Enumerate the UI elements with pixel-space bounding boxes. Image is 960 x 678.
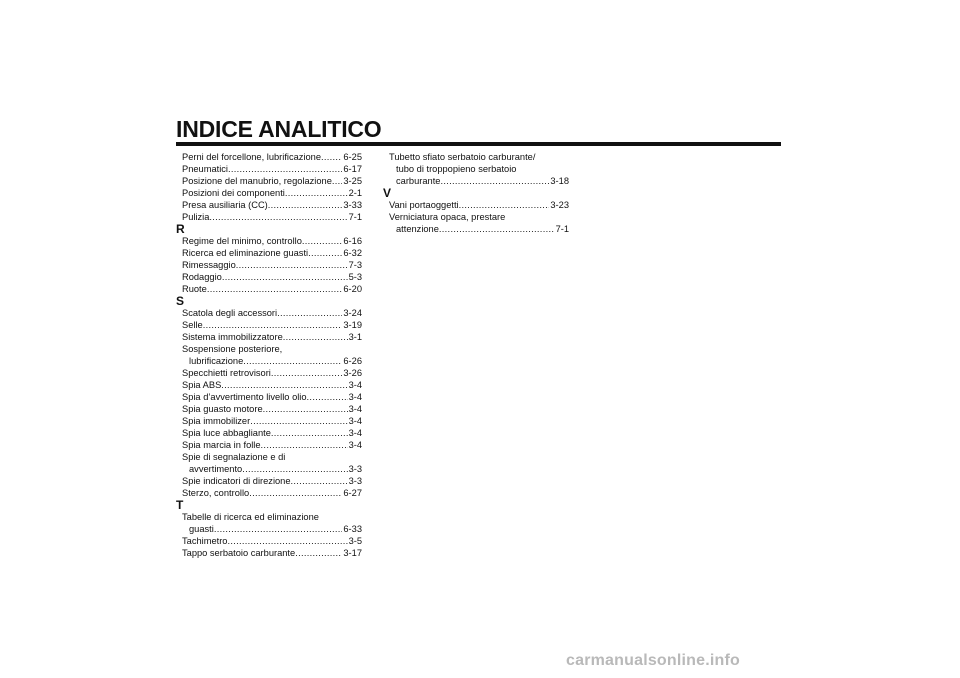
index-entry (176, 427, 362, 439)
index-entry (176, 391, 362, 403)
index-entry-page: 3-5 (348, 536, 362, 546)
index-entry-text: Sospensione posteriore, (182, 344, 283, 354)
dot-leader (307, 391, 348, 403)
index-entry-page: 3-24 (343, 308, 362, 318)
index-column-left (176, 151, 362, 559)
index-entry-text: Posizioni dei componenti (182, 188, 285, 198)
dot-leader (271, 367, 343, 379)
index-entry-text: Spia d’avvertimento livello olio (182, 392, 307, 402)
index-entry-text: Perni del forcellone, lubrificazione (182, 152, 322, 162)
index-entry-text: Pulizia (182, 212, 210, 222)
index-entry (176, 307, 362, 319)
index-entry-page: 3-33 (343, 200, 362, 210)
index-entry-text: tubo di troppopieno serbatoio (396, 164, 517, 174)
index-entry-text: Spie indicatori di direzione (182, 476, 291, 486)
dot-leader (285, 187, 348, 199)
dot-leader (242, 463, 347, 475)
index-entry-page: 6-17 (343, 164, 362, 174)
dot-leader (250, 415, 347, 427)
index-entry-text: Spia marcia in folle (182, 440, 261, 450)
index-entry-text: Pneumatici (182, 164, 228, 174)
index-entry-page: 6-25 (343, 152, 362, 162)
index-entry (176, 343, 362, 367)
index-entry (176, 475, 362, 487)
page-title: INDICE ANALITICO (176, 116, 382, 142)
index-entry (383, 199, 569, 211)
index-entry-text: Ruote (182, 284, 207, 294)
index-entry-text: Spia immobilizer (182, 416, 251, 426)
index-entry-page: 3-4 (348, 428, 362, 438)
dot-leader (209, 211, 347, 223)
index-entry (176, 187, 362, 199)
index-entry-text: avvertimento (189, 464, 243, 474)
dot-leader (440, 175, 549, 187)
index-entry-page: 7-3 (348, 260, 362, 270)
index-entry-text: Tappo serbatoio carburante (182, 548, 296, 558)
dot-leader (222, 271, 348, 283)
dot-leader (291, 475, 348, 487)
index-entry (383, 211, 569, 235)
index-entry-text: Rodaggio (182, 272, 222, 282)
index-entry-page: 6-33 (343, 524, 362, 534)
index-entry (176, 379, 362, 391)
dot-leader (263, 403, 348, 415)
title-rule (176, 142, 781, 146)
dot-leader (236, 259, 348, 271)
dot-leader (308, 247, 342, 259)
index-entry-text: Selle (182, 320, 203, 330)
index-entry (176, 415, 362, 427)
dot-leader (207, 283, 343, 295)
index-entry-page: 6-27 (343, 488, 362, 498)
index-entry-page: 3-4 (348, 380, 362, 390)
index-entry-page: 3-4 (348, 440, 362, 450)
index-entry-text: Tabelle di ricerca ed eliminazione (182, 512, 319, 522)
index-entry-page: 3-3 (348, 464, 362, 474)
index-entry (176, 331, 362, 343)
index-entry-page: 2-1 (348, 188, 362, 198)
index-entry (176, 403, 362, 415)
index-section-letter: V (383, 186, 392, 200)
index-entry-text: Rimessaggio (182, 260, 236, 270)
index-entry (176, 283, 362, 295)
index-entry-text: Spia ABS (182, 380, 222, 390)
dot-leader (277, 307, 342, 319)
index-entry-text: Posizione del manubrio, regolazione (182, 176, 332, 186)
index-entry-page: 3-23 (550, 200, 569, 210)
index-section-letter: S (176, 294, 185, 308)
index-entry (176, 547, 362, 559)
dot-leader (302, 235, 343, 247)
index-entry-text: Verniciatura opaca, prestare (389, 212, 506, 222)
dot-leader (295, 547, 342, 559)
index-entry-text: Regime del minimo, controllo (182, 236, 302, 246)
watermark-text: carmanualsonline.info (566, 652, 741, 669)
index-entry-page: 3-26 (343, 368, 362, 378)
dot-leader (261, 439, 348, 451)
dot-leader (227, 535, 347, 547)
dot-leader (332, 175, 343, 187)
index-entry-page: 5-3 (348, 272, 362, 282)
dot-leader (249, 487, 342, 499)
index-section-letter: T (176, 498, 184, 512)
index-entry-text: carburante (396, 176, 441, 186)
index-entry (176, 367, 362, 379)
dot-leader (283, 331, 348, 343)
dot-leader (228, 163, 342, 175)
dot-leader (459, 199, 550, 211)
index-entry-text: guasti (189, 524, 214, 534)
index-entry-text: Tubetto sfiato serbatoio carburante/ (389, 152, 536, 162)
dot-leader (214, 523, 343, 535)
index-entry (176, 247, 362, 259)
index-entry-page: 7-1 (348, 212, 362, 222)
index-entry-text: Spia guasto motore (182, 404, 263, 414)
dot-leader (439, 223, 555, 235)
index-entry (176, 175, 362, 187)
index-entry (383, 151, 569, 187)
dot-leader (243, 355, 342, 367)
index-entry-text: Spia luce abbagliante (182, 428, 271, 438)
index-entry (176, 271, 362, 283)
dot-leader (268, 199, 343, 211)
index-entry (176, 535, 362, 547)
index-entry-page: 6-26 (343, 356, 362, 366)
index-entry-text: Sistema immobilizzatore (182, 332, 283, 342)
dot-leader (321, 151, 342, 163)
index-entry-page: 3-4 (348, 404, 362, 414)
index-entry-page: 3-3 (348, 476, 362, 486)
index-entry-page: 6-32 (343, 248, 362, 258)
index-entry-page: 3-4 (348, 416, 362, 426)
index-entry-text: Scatola degli accessori (182, 308, 278, 318)
index-entry (176, 199, 362, 211)
index-entry-text: Tachimetro (182, 536, 228, 546)
index-entry-text: Vani portaoggetti (389, 200, 459, 210)
index-entry-page: 3-17 (343, 548, 362, 558)
index-entry (176, 451, 362, 475)
index-entry-text: Specchietti retrovisori (182, 368, 271, 378)
index-column-right (383, 151, 569, 235)
index-entry-page: 3-1 (348, 332, 362, 342)
index-entry (176, 511, 362, 535)
index-entry (176, 151, 362, 163)
index-entry-page: 3-18 (550, 176, 569, 186)
index-entry-text: Ricerca ed eliminazione guasti (182, 248, 309, 258)
index-entry (176, 487, 362, 499)
index-entry-text: Sterzo, controllo (182, 488, 250, 498)
index-entry (176, 163, 362, 175)
index-entry (176, 235, 362, 247)
index-entry-text: attenzione (396, 224, 439, 234)
index-entry-page: 3-19 (343, 320, 362, 330)
index-section-letter: R (176, 222, 185, 236)
index-entry (176, 211, 362, 223)
index-entry-text: lubrificazione (189, 356, 244, 366)
dot-leader (203, 319, 343, 331)
index-entry-page: 3-25 (343, 176, 362, 186)
index-entry (176, 259, 362, 271)
index-entry-page: 6-20 (343, 284, 362, 294)
index-entry (176, 319, 362, 331)
dot-leader (271, 427, 348, 439)
dot-leader (221, 379, 347, 391)
index-entry-page: 6-16 (343, 236, 362, 246)
index-entry-text: Spie di segnalazione e di (182, 452, 286, 462)
index-entry-page: 3-4 (348, 392, 362, 402)
index-entry-text: Presa ausiliaria (CC) (182, 200, 268, 210)
index-entry (176, 439, 362, 451)
index-entry-page: 7-1 (555, 224, 569, 234)
